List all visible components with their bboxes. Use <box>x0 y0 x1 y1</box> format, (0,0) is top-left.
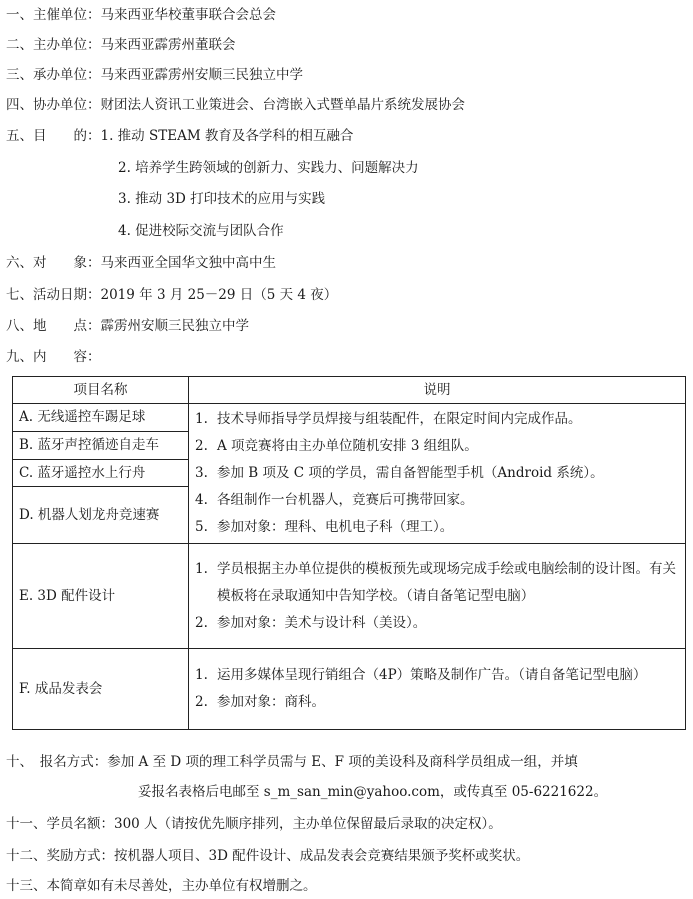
note-item: 2. 参加对象：美术与设计科（美设）。 <box>195 610 679 637</box>
organizer-line <box>6 6 276 24</box>
group3-notes <box>189 649 686 730</box>
item-d-name: D. 机器人划龙舟竞速赛 <box>13 487 189 544</box>
venue-label: 八、地 点： <box>6 318 101 334</box>
table-row <box>13 544 686 649</box>
note-text: 学员根据主办单位提供的模板预先或现场完成手绘或电脑绘制的设计图。有关模板将在录取通知中告知学校。（请自备笔记型电脑） <box>217 560 676 604</box>
table-header-row <box>13 377 686 404</box>
goal-item-1: 1. 推动 STEAM 教育及各学科的相互融合 <box>100 128 354 144</box>
target-value: 马来西亚全国华文独中高中生 <box>100 255 276 271</box>
item-a-name: A. 无线遥控车踢足球 <box>13 404 189 432</box>
registration-label: 十、 报名方式： <box>6 754 108 770</box>
item-f-name: F. 成品发表会 <box>13 649 189 730</box>
co-organizer-line <box>6 96 465 114</box>
goal-item-4: 4. 促进校际交流与团队合作 <box>118 223 284 239</box>
target-line <box>6 254 276 272</box>
note-item: 2. A 项竞赛将由主办单位随机安排 3 组组队。 <box>195 433 679 460</box>
note-text: 参加对象：理科、电机电子科（理工）。 <box>217 519 454 535</box>
item-b-name: B. 蓝牙声控循迹自走车 <box>13 431 189 459</box>
note-item: 4. 各组制作一台机器人，竞赛后可携带回家。 <box>195 487 679 514</box>
date-line <box>6 286 337 304</box>
closing-line: 十三、本简章如有未尽善处，主办单位有权增删之。 <box>6 878 317 894</box>
content-line <box>6 348 101 366</box>
registration-text-2: 妥报名表格后电邮至 s_m_san_min@yahoo.com，或传真至 05-6221622。 <box>138 784 608 800</box>
table-row <box>13 649 686 730</box>
group1-notes <box>189 404 686 544</box>
goals-label: 五、目 的： <box>6 128 101 144</box>
goals-line <box>6 127 353 145</box>
undertaker-label: 三、承办单位： <box>6 67 101 83</box>
content-label: 九、内 容： <box>6 349 101 365</box>
co-organizer-value: 财团法人资讯工业策进会、台湾嵌入式暨单晶片系统发展协会 <box>100 97 465 113</box>
note-item: 5. 参加对象：理科、电机电子科（理工）。 <box>195 514 679 541</box>
date-label: 七、活动日期： <box>6 287 101 303</box>
header-name: 项目名称 <box>13 377 189 404</box>
co-organizer-label: 四、协办单位： <box>6 97 101 113</box>
item-c-name: C. 蓝牙遥控水上行舟 <box>13 459 189 487</box>
date-value: 2019 年 3 月 25－29 日（5 天 4 夜） <box>100 287 338 303</box>
note-text: 各组制作一台机器人，竞赛后可携带回家。 <box>217 492 474 508</box>
venue-line <box>6 317 249 335</box>
note-item: 2. 参加对象：商科。 <box>195 689 679 716</box>
target-label: 六、对 象： <box>6 255 101 271</box>
note-item: 1. 技术导师指导学员焊接与组装配件，在限定时间内完成作品。 <box>195 406 679 433</box>
note-item: 3. 参加 B 项及 C 项的学员，需自备智能型手机（Android 系统）。 <box>195 460 679 487</box>
note-text: A 项竞赛将由主办单位随机安排 3 组组队。 <box>217 438 478 454</box>
note-item: 1. 运用多媒体呈现行销组合（4P）策略及制作广告。（请自备笔记型电脑） <box>195 662 679 689</box>
undertaker-value: 马来西亚霹雳州安顺三民独立中学 <box>100 67 303 83</box>
organizer-label: 一、主催单位： <box>6 7 101 23</box>
organizer-value: 马来西亚华校董事联合会总会 <box>100 7 276 23</box>
note-text: 技术导师指导学员焊接与组装配件，在限定时间内完成作品。 <box>217 411 582 427</box>
note-text: 参加 B 项及 C 项的学员，需自备智能型手机（Android 系统）。 <box>217 465 604 481</box>
venue-value: 霹雳州安顺三民独立中学 <box>100 318 249 334</box>
items-table <box>12 376 686 730</box>
note-text: 运用多媒体呈现行销组合（4P）策略及制作广告。（请自备笔记型电脑） <box>217 667 647 683</box>
registration-line <box>6 753 578 771</box>
note-text: 参加对象：商科。 <box>217 694 325 710</box>
goal-item-2: 2. 培养学生跨领域的创新力、实践力、问题解决力 <box>118 160 419 176</box>
host-line <box>6 36 236 54</box>
note-item: 1. 学员根据主办单位提供的模板预先或现场完成手绘或电脑绘制的设计图。有关模板将在录取通知中告知学校。（请自备笔记型电脑） <box>195 556 679 610</box>
awards-line: 十二、奖励方式：按机器人项目、3D 配件设计、成品发表会竞赛结果颁予奖杯或奖状。 <box>6 848 530 864</box>
note-text: 参加对象：美术与设计科（美设）。 <box>217 614 427 631</box>
host-label: 二、主办单位： <box>6 37 101 53</box>
goal-item-3: 3. 推动 3D 打印技术的应用与实践 <box>118 191 326 207</box>
quota-line: 十一、学员名额：300 人（请按优先顺序排列，主办单位保留最后录取的决定权）。 <box>6 816 502 832</box>
table-row <box>13 404 686 432</box>
host-value: 马来西亚霹雳州董联会 <box>100 37 236 53</box>
undertaker-line <box>6 66 303 84</box>
header-desc: 说明 <box>189 377 686 404</box>
registration-text-1: 参加 A 至 D 项的理工科学员需与 E、F 项的美设科及商科学员组成一组，并填 <box>107 754 578 770</box>
group2-notes <box>189 544 686 649</box>
item-e-name: E. 3D 配件设计 <box>13 544 189 649</box>
